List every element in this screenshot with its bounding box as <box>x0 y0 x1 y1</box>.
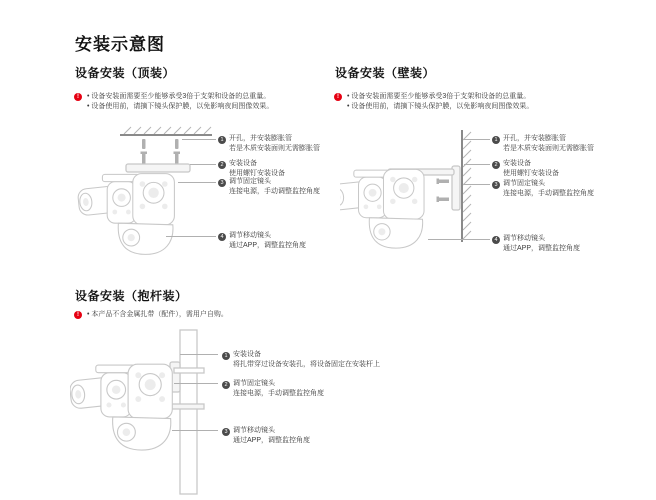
warning-icon: ! <box>334 93 342 101</box>
step-title: 开孔，并安装膨胀管 <box>503 135 566 142</box>
leader-line <box>464 184 490 185</box>
step-number-badge: 2 <box>218 161 226 169</box>
page-title: 安装示意图 <box>75 35 165 54</box>
section-heading-top-mount: 设备安装（顶装） <box>75 66 176 80</box>
leader-line <box>190 164 216 165</box>
step-title: 开孔，并安装膨胀管 <box>229 135 292 142</box>
note-text: • 设备安装面需要至少能够承受3倍于支架和设备的总重量。 <box>347 92 533 102</box>
leader-line <box>464 164 490 165</box>
leader-line <box>180 354 218 355</box>
step-desc: 若是木质安装面则无需膨胀管 <box>229 145 320 152</box>
step-title: 安装设备 <box>503 160 531 167</box>
leader-line <box>172 430 218 431</box>
step-title: 调节移动镜头 <box>229 232 271 239</box>
step-callout <box>218 231 306 250</box>
step-title: 安装设备 <box>233 351 261 358</box>
step-title: 安装设备 <box>229 160 257 167</box>
step-desc: 连接电源，手动调整监控角度 <box>233 390 324 397</box>
step-desc: 通过APP，调整监控角度 <box>503 245 581 252</box>
step-callout <box>222 350 380 369</box>
ceiling-hatching <box>124 127 211 134</box>
camera-figure <box>77 174 174 255</box>
step-title: 调节移动镜头 <box>233 427 275 434</box>
mounting-plate <box>126 164 190 172</box>
step-callout <box>218 177 320 196</box>
mounting-screws <box>437 179 450 203</box>
leader-line <box>178 182 216 183</box>
camera-figure <box>340 169 424 248</box>
step-callout <box>492 134 594 153</box>
step-desc: 连接电源，手动调整监控角度 <box>503 190 594 197</box>
top-mount-illustration <box>72 124 222 274</box>
notes-pole-mount <box>74 310 228 320</box>
step-callout <box>492 159 559 178</box>
notes-top-mount <box>74 92 273 111</box>
step-number-badge: 4 <box>492 236 500 244</box>
camera-figure <box>70 364 172 450</box>
step-number-badge: 1 <box>492 136 500 144</box>
step-desc: 使用螺钉安装设备 <box>229 170 285 177</box>
section-heading-pole-mount: 设备安装（抱杆装） <box>75 289 188 303</box>
step-callout <box>218 134 320 153</box>
step-desc: 将扎带穿过设备安装孔，将设备固定在安装杆上 <box>233 361 380 368</box>
step-desc: 若是木质安装面则无需膨胀管 <box>503 145 594 152</box>
step-title: 调节移动镜头 <box>503 235 545 242</box>
step-number-badge: 2 <box>222 381 230 389</box>
step-desc: 通过APP，调整监控角度 <box>229 242 307 249</box>
section-heading-wall-mount: 设备安装（壁装） <box>335 66 436 80</box>
pole-mount-illustration <box>70 324 220 496</box>
step-number-badge: 2 <box>492 161 500 169</box>
wall-hatching <box>463 132 471 239</box>
step-desc: 连接电源，手动调整监控角度 <box>229 188 320 195</box>
step-callout <box>492 179 594 198</box>
step-callout <box>218 159 285 178</box>
warning-icon: ! <box>74 311 82 319</box>
expansion-anchors <box>142 139 179 149</box>
note-text: • 设备使用前，请摘下镜头保护膜，以免影响夜间图像效果。 <box>87 102 273 112</box>
cable-tie <box>174 368 204 373</box>
leader-line <box>464 139 490 140</box>
step-callout <box>222 379 324 398</box>
step-callout <box>492 234 580 253</box>
step-title: 调节固定镜头 <box>229 178 271 185</box>
step-number-badge: 3 <box>218 179 226 187</box>
leader-line <box>182 139 216 140</box>
step-number-badge: 4 <box>218 233 226 241</box>
step-desc: 通过APP，调整监控角度 <box>233 437 311 444</box>
step-desc: 使用螺钉安装设备 <box>503 170 559 177</box>
step-callout <box>222 426 310 445</box>
note-text: • 本产品不含金属扎带（配件），需用户自购。 <box>87 310 228 320</box>
mounting-screws <box>141 152 181 165</box>
step-title: 调节固定镜头 <box>233 380 275 387</box>
note-text: • 设备安装面需要至少能够承受3倍于支架和设备的总重量。 <box>87 92 273 102</box>
leader-line <box>166 236 216 237</box>
warning-icon: ! <box>74 93 82 101</box>
step-number-badge: 3 <box>222 428 230 436</box>
step-number-badge: 1 <box>218 136 226 144</box>
step-number-badge: 1 <box>222 352 230 360</box>
note-text: • 设备使用前，请摘下镜头保护膜，以免影响夜间图像效果。 <box>347 102 533 112</box>
wall-mount-illustration <box>340 124 500 274</box>
step-number-badge: 3 <box>492 181 500 189</box>
step-title: 调节固定镜头 <box>503 180 545 187</box>
notes-wall-mount <box>334 92 533 111</box>
leader-line <box>174 383 218 384</box>
leader-line <box>428 239 490 240</box>
